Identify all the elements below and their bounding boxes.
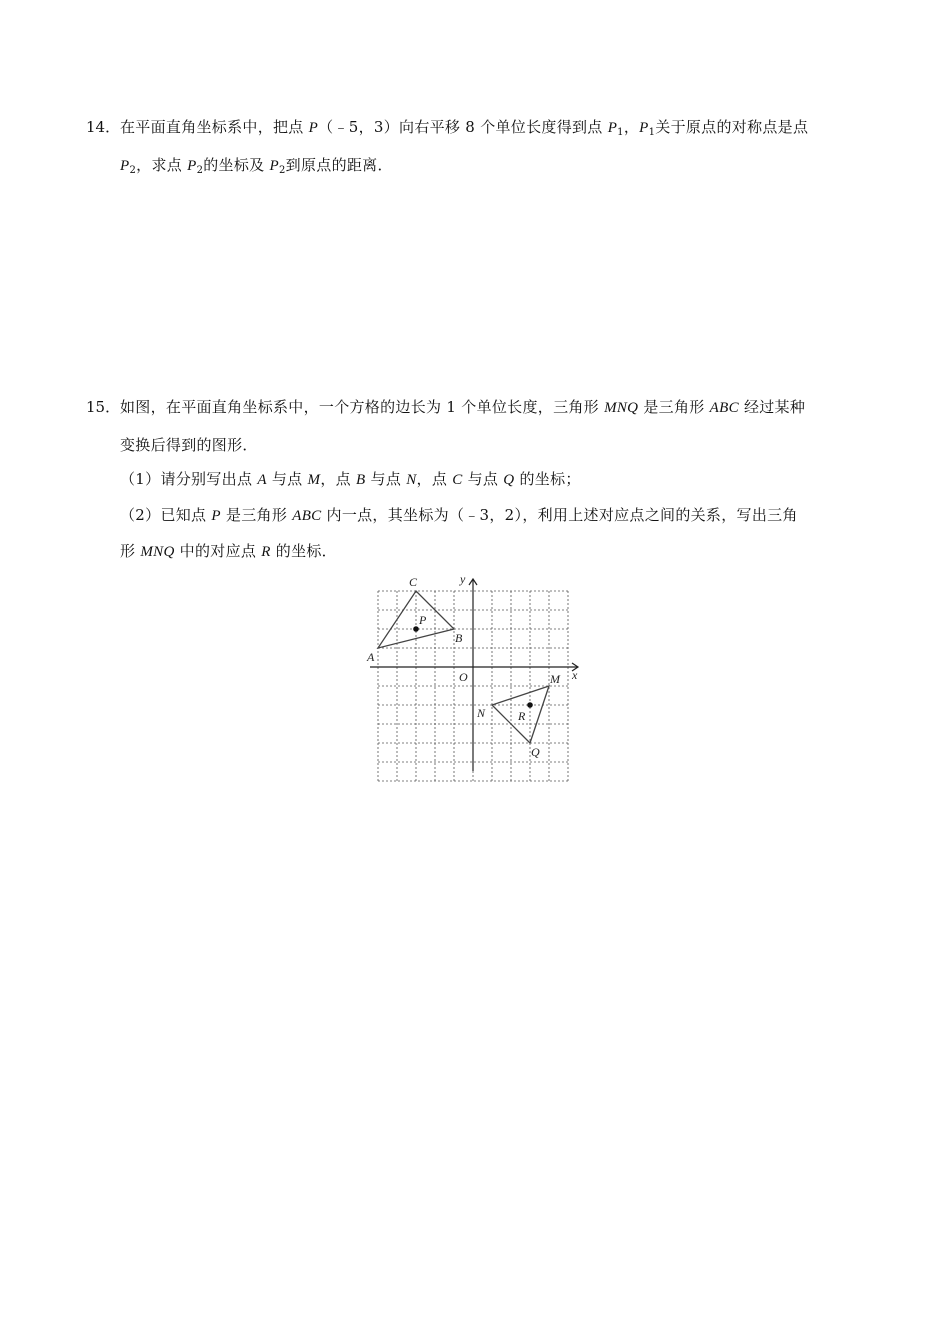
point-r-dot	[527, 702, 533, 708]
question-14-line-1: 在平面直角坐标系中，把点 P（﹣5，3）向右平移 8 个单位长度得到点 $P_1$，$P_1$关于原点的对称点是点	[120, 118, 809, 138]
question-15-part-2: （2）已知点 P 是三角形 ABC 内一点，其坐标为（﹣3，2），利用上述对应点之间的关系，写出三角	[120, 506, 798, 524]
label-n: N	[477, 706, 486, 720]
label-r: R	[518, 709, 526, 723]
point-p-dot	[413, 626, 419, 632]
label-m: M	[550, 672, 560, 686]
question-15-line-2: 变换后得到的图形．	[120, 436, 258, 454]
label-p: P	[419, 613, 427, 627]
label-a: A	[367, 650, 375, 664]
label-b: B	[455, 631, 463, 645]
x-axis-label: x	[572, 668, 578, 682]
axes	[370, 579, 578, 771]
question-14-line-2: $P_2$，求点 $P_2$的坐标及 $P_2$到原点的距离．	[120, 156, 393, 176]
question-15-line-1: 如图，在平面直角坐标系中，一个方格的边长为 1 个单位长度，三角形 MNQ 是三角形 ABC 经过某种	[120, 398, 806, 416]
label-c: C	[409, 575, 418, 589]
question-14-number: 14．	[86, 118, 121, 136]
label-q: Q	[531, 745, 540, 759]
question-15-number: 15．	[86, 398, 121, 416]
origin-label: O	[459, 670, 468, 684]
question-15-part-2-line-2: 形 MNQ 中的对应点 R 的坐标．	[120, 542, 337, 560]
y-axis-label: y	[460, 572, 466, 586]
coordinate-grid-figure	[368, 574, 588, 796]
question-15-part-1: （1）请分别写出点 A 与点 M，点 B 与点 N，点 C 与点 Q 的坐标；	[120, 470, 581, 488]
point-labels	[366, 572, 578, 759]
